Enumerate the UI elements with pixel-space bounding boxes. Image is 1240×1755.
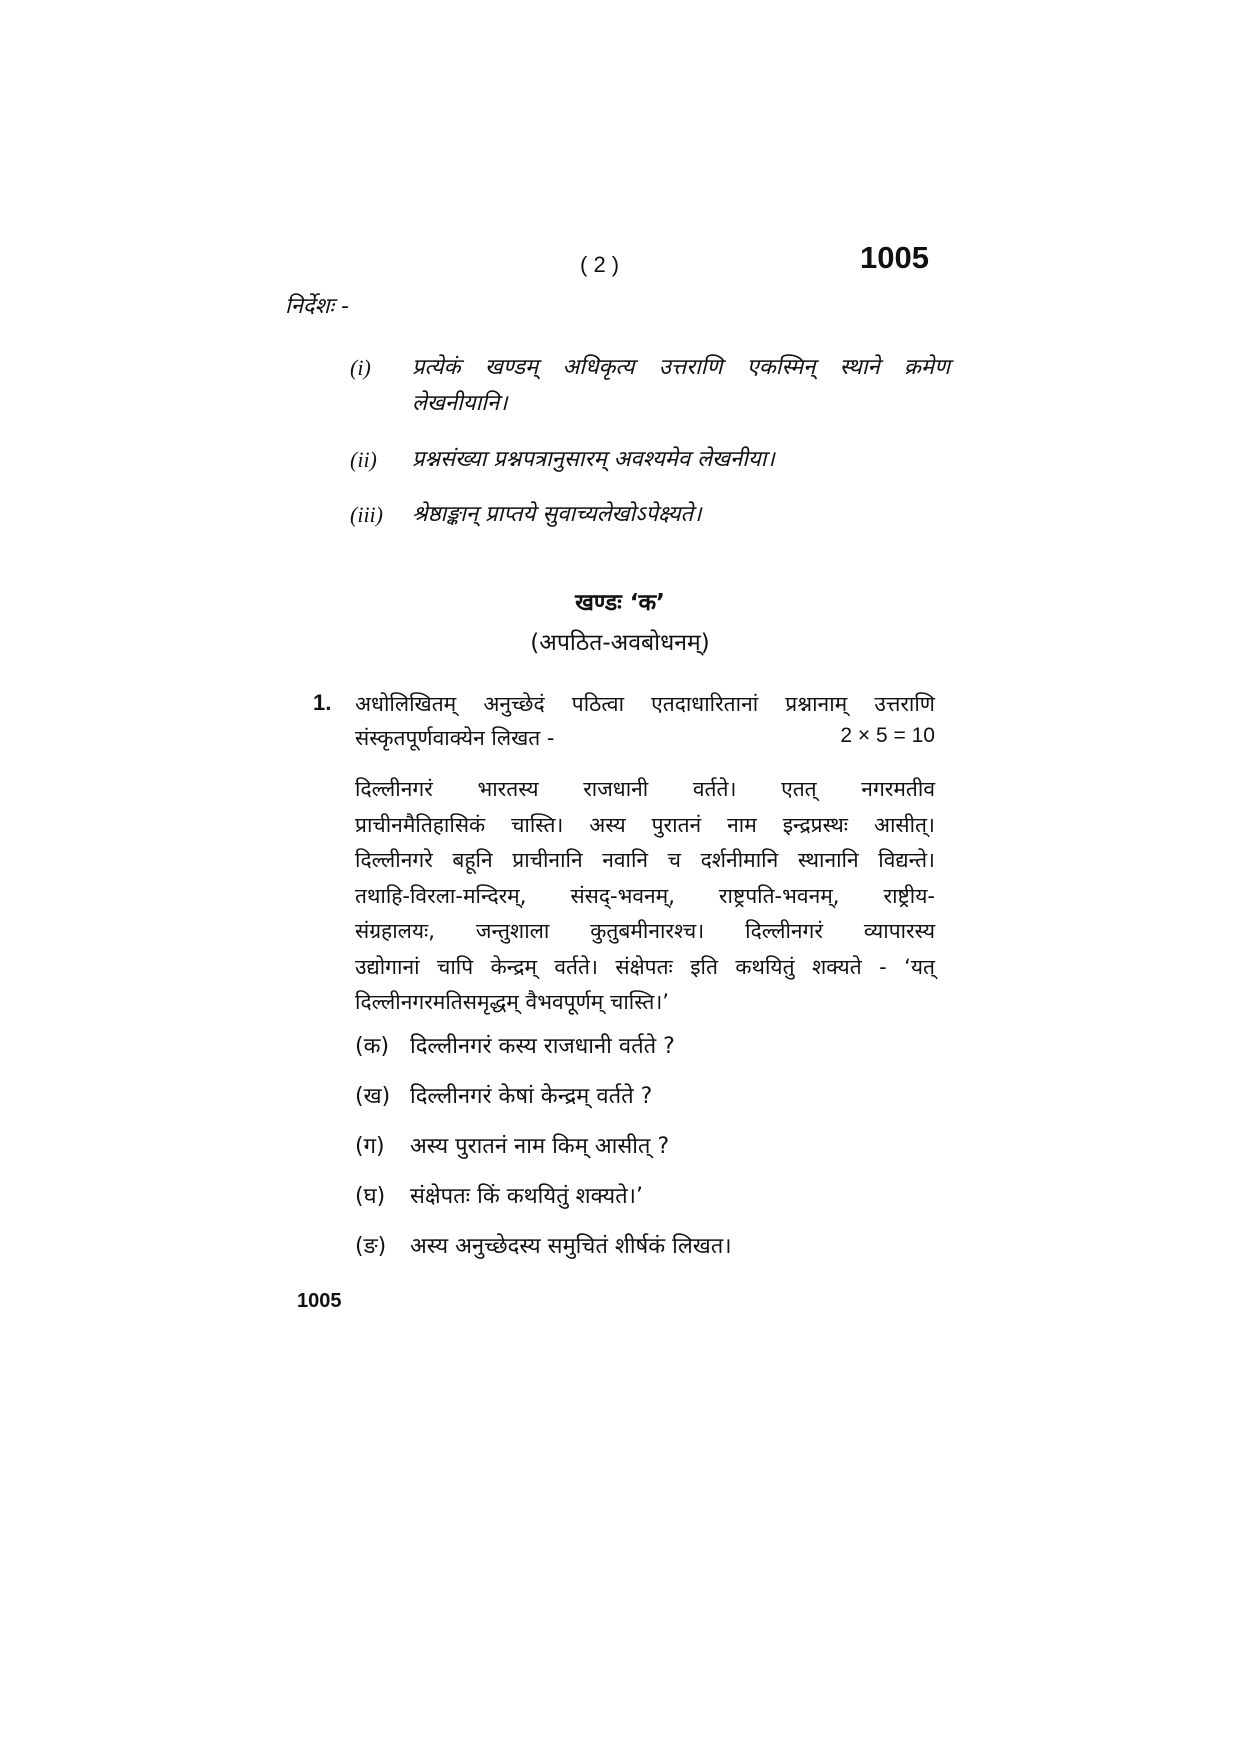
passage-line: उद्योगानां चापि केन्द्रम् वर्तते। संक्षेपतः इति कथयितुं शक्यते - ‘यत् xyxy=(355,954,935,979)
sub-question-label: (ग) xyxy=(355,1134,385,1159)
question-number: 1. xyxy=(313,690,332,715)
sub-question-text: अस्य पुरातनं नाम किम् आसीत् ? xyxy=(410,1134,670,1159)
sub-question-label: (ङ) xyxy=(355,1234,387,1259)
instructions-heading: निर्देशः - xyxy=(285,294,349,319)
passage-line: दिल्लीनगरे बहूनि प्राचीनानि नवानि च दर्शनीमानि स्थानानि विद्यन्ते। xyxy=(355,848,935,872)
sub-question xyxy=(355,1130,955,1160)
instruction-number: (i) xyxy=(350,355,371,380)
instruction-item-2 xyxy=(350,442,950,478)
sub-question-label: (क) xyxy=(355,1034,390,1059)
question-marks: 2 × 5 = 10 xyxy=(840,724,935,747)
sub-question-label: (घ) xyxy=(355,1184,386,1209)
sub-question-text: दिल्लीनगरं केषां केन्द्रम् वर्तते ? xyxy=(410,1084,653,1109)
section-title: खण्डः ‘क’ xyxy=(575,590,665,616)
page-number: ( 2 ) xyxy=(580,252,620,277)
passage xyxy=(355,772,935,1021)
question-prompt-line-1: अधोलिखितम् अनुच्छेदं पठित्वा एतदाधारितानां प्रश्नानाम् उत्तराणि xyxy=(355,692,935,716)
sub-question xyxy=(355,1180,955,1210)
question-prompt-line-2: संस्कृतपूर्णवाक्येन लिखत - xyxy=(355,726,555,750)
instruction-item-1 xyxy=(350,350,950,422)
sub-question xyxy=(355,1030,955,1060)
instruction-item-3 xyxy=(350,497,950,533)
instruction-text: श्रेष्ठाङ्कान् प्राप्तये सुवाच्यलेखोऽपेक्ष्यते। xyxy=(412,502,702,527)
instruction-text-continued: लेखनीयानि। xyxy=(412,391,508,416)
passage-line: तथाहि-विरला-मन्दिरम्, संसद्-भवनम्, राष्ट्रपति-भवनम्, राष्ट्रीय- xyxy=(355,883,935,908)
sub-question xyxy=(355,1080,955,1110)
passage-line: दिल्लीनगरमतिसमृद्धम् वैभवपूर्णम् चास्ति।’ xyxy=(355,990,669,1014)
passage-line: प्राचीनमैतिहासिकं चास्ति। अस्य पुरातनं नाम इन्द्रप्रस्थः आसीत्। xyxy=(355,812,935,837)
instruction-number: (iii) xyxy=(350,502,383,527)
passage-line: संग्रहालयः, जन्तुशाला कुतुबमीनारश्च। दिल्लीनगरं व्यापारस्य xyxy=(355,919,935,943)
instruction-text: प्रश्नसंख्या प्रश्नपत्रानुसारम् अवश्यमेव लेखनीया। xyxy=(412,447,775,472)
sub-question xyxy=(355,1230,955,1260)
sub-question-text: संक्षेपतः किं कथयितुं शक्यते।’ xyxy=(410,1184,644,1209)
sub-question-text: अस्य अनुच्छेदस्य समुचितं शीर्षकं लिखत। xyxy=(410,1234,732,1259)
sub-question-text: दिल्लीनगरं कस्य राजधानी वर्तते ? xyxy=(410,1034,675,1059)
paper-code-header: 1005 xyxy=(860,240,929,275)
instruction-text: प्रत्येकं खण्डम् अधिकृत्य उत्तराणि एकस्मिन् स्थाने क्रमेण xyxy=(412,355,950,380)
passage-line: दिल्लीनगरं भारतस्य राजधानी वर्तते। एतत् नगरमतीव xyxy=(355,777,935,801)
section-subtitle: (अपठित-अवबोधनम्) xyxy=(530,630,710,656)
instruction-number: (ii) xyxy=(350,447,377,472)
sub-question-label: (ख) xyxy=(355,1084,391,1109)
paper-code-footer: 1005 xyxy=(297,1290,342,1312)
